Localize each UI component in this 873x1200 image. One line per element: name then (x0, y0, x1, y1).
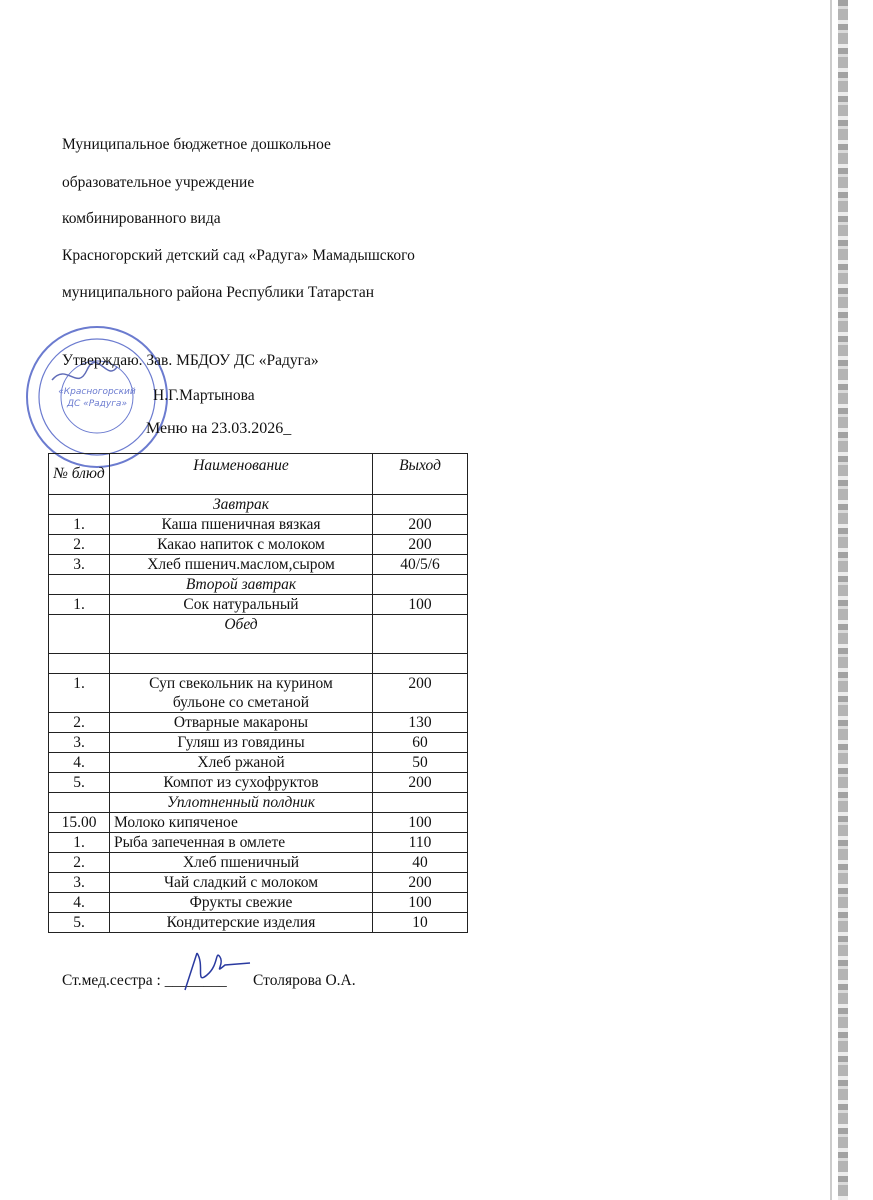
section-row (49, 575, 468, 595)
svg-text:«Красногорский: «Красногорский (58, 387, 136, 397)
col-header-yield: Выход (373, 454, 468, 495)
approval-line: Утверждаю. Зав. МБДОУ ДС «Радуга» (62, 352, 319, 369)
dish-name: Хлеб пшенич.маслом,сыром (110, 555, 373, 575)
dish-number: 1. (49, 833, 110, 853)
dish-number: 2. (49, 853, 110, 873)
nurse-name: Столярова О.А. (253, 972, 356, 989)
col-header-number: № блюд (49, 454, 110, 495)
section-title: Уплотненный полдник (110, 793, 373, 813)
section-title: Обед (110, 615, 373, 654)
dish-number: 5. (49, 773, 110, 793)
dish-name: Гуляш из говядины (110, 733, 373, 753)
dish-name: Отварные макароны (110, 713, 373, 733)
table-row (49, 873, 468, 893)
approver-name: Н.Г.Мартынова (153, 387, 255, 404)
menu-title: Меню на 23.03.2026_ (146, 420, 292, 437)
handwritten-signature (175, 945, 255, 995)
stamp-seal (22, 322, 172, 472)
menu-table (48, 453, 468, 933)
table-row (49, 833, 468, 853)
table-row (49, 515, 468, 535)
table-row (49, 813, 468, 833)
dish-name: Фрукты свежие (110, 893, 373, 913)
dish-number: 2. (49, 713, 110, 733)
dish-number: 3. (49, 555, 110, 575)
dish-yield: 200 (373, 873, 468, 893)
dish-name: Рыба запеченная в омлете (110, 833, 373, 853)
cell-empty (373, 495, 468, 515)
cell-empty (49, 793, 110, 813)
dish-number: 3. (49, 733, 110, 753)
section-row (49, 793, 468, 813)
dish-name: Какао напиток с молоком (110, 535, 373, 555)
cell-empty (49, 615, 110, 654)
dish-name: Хлеб пшеничный (110, 853, 373, 873)
dish-yield: 200 (373, 674, 468, 713)
dish-number: 2. (49, 535, 110, 555)
cell-empty (49, 575, 110, 595)
dish-number: 15.00 (49, 813, 110, 833)
dish-yield: 200 (373, 535, 468, 555)
dish-yield: 10 (373, 913, 468, 933)
org-name-line: Муниципальное бюджетное дошкольное (62, 136, 331, 153)
table-row (49, 535, 468, 555)
table-header-row (49, 454, 468, 495)
dish-yield: 200 (373, 515, 468, 535)
dish-yield: 60 (373, 733, 468, 753)
table-row (49, 913, 468, 933)
org-name-line: муниципального района Республики Татарстан (62, 284, 375, 301)
dish-name: Кондитерские изделия (110, 913, 373, 933)
cell-empty (373, 575, 468, 595)
scan-edge (830, 0, 832, 1200)
section-title: Завтрак (110, 495, 373, 515)
dish-number (49, 654, 110, 674)
section-row (49, 615, 468, 654)
svg-text:ДС «Радуга»: ДС «Радуга» (66, 399, 128, 409)
dish-number: 4. (49, 893, 110, 913)
dish-yield: 100 (373, 595, 468, 615)
table-row (49, 595, 468, 615)
table-row (49, 555, 468, 575)
dish-number: 1. (49, 674, 110, 713)
table-row (49, 733, 468, 753)
dish-yield: 100 (373, 893, 468, 913)
dish-yield: 110 (373, 833, 468, 853)
dish-number: 3. (49, 873, 110, 893)
table-row (49, 753, 468, 773)
dish-yield: 130 (373, 713, 468, 733)
table-row (49, 674, 468, 713)
table-row (49, 654, 468, 674)
table-row (49, 853, 468, 873)
col-header-name: Наименование (110, 454, 373, 495)
cell-empty (373, 615, 468, 654)
dish-number: 4. (49, 753, 110, 773)
dish-name: Суп свекольник на курином бульоне со сметаной (110, 674, 373, 713)
dish-yield: 200 (373, 773, 468, 793)
org-name-line: образовательное учреждение (62, 174, 255, 191)
cell-empty (373, 793, 468, 813)
table-row (49, 893, 468, 913)
dish-number: 1. (49, 595, 110, 615)
dish-name: Чай сладкий с молоком (110, 873, 373, 893)
signature-label: Ст.мед.сестра : ________ (62, 972, 227, 989)
dish-name: Каша пшеничная вязкая (110, 515, 373, 535)
section-row (49, 495, 468, 515)
dish-name (110, 654, 373, 674)
table-row (49, 773, 468, 793)
cell-empty (49, 495, 110, 515)
dish-yield: 50 (373, 753, 468, 773)
dish-number: 1. (49, 515, 110, 535)
dish-yield (373, 654, 468, 674)
dish-name: Хлеб ржаной (110, 753, 373, 773)
dish-yield: 100 (373, 813, 468, 833)
dish-name: Компот из сухофруктов (110, 773, 373, 793)
dish-number: 5. (49, 913, 110, 933)
dish-yield: 40/5/6 (373, 555, 468, 575)
table-row (49, 713, 468, 733)
dish-yield: 40 (373, 853, 468, 873)
section-title: Второй завтрак (110, 575, 373, 595)
dish-name: Сок натуральный (110, 595, 373, 615)
dish-name: Молоко кипяченое (110, 813, 373, 833)
scan-streak (838, 0, 848, 1200)
org-name-line: комбинированного вида (62, 210, 221, 227)
org-name-line: Красногорский детский сад «Радуга» Мамадышского (62, 247, 415, 264)
